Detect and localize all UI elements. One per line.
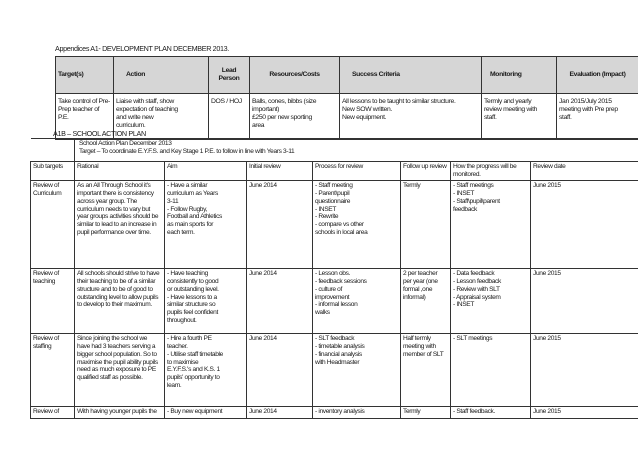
review-date-cell	[531, 333, 638, 406]
cell-line: - informal lesson	[315, 301, 358, 309]
a1-evaluation-cell	[557, 94, 638, 140]
cell-line: important)	[252, 106, 280, 113]
process-review-cell	[313, 406, 401, 418]
cell-line: June 2014	[249, 407, 277, 415]
rational-cell	[75, 180, 165, 268]
aim-cell	[165, 180, 247, 268]
header-resources-costs: Resources/Costs	[250, 57, 340, 94]
cell-line: curriculum.	[116, 122, 146, 129]
cell-line: 2 per teacher	[403, 269, 438, 277]
cell-line: DOS / HOJ	[211, 98, 242, 105]
appendix-a1b-heading: A1B – SCHOOL ACTION PLAN	[53, 129, 146, 138]
header-initial-review: Initial review	[247, 162, 313, 181]
cell-line: Curriculum	[33, 189, 62, 197]
cell-line: June 2015	[533, 181, 561, 189]
cell-line: schools in local area	[315, 229, 368, 237]
cell-line: per year (one	[403, 277, 438, 285]
cell-line: - financial analysis	[315, 350, 362, 358]
initial-review-cell	[247, 333, 313, 406]
cell-line: outstanding level to allow pupils	[77, 293, 159, 301]
cell-line: - INSET	[315, 205, 336, 213]
cell-line: Termly and yearly	[484, 98, 532, 105]
header-process-for-review: Process for review	[313, 162, 401, 181]
header-review-date: Review date	[531, 162, 638, 181]
cell-line: - Lesson feedback	[453, 277, 501, 285]
table-row	[31, 268, 638, 333]
cell-line: - Lesson obs.	[315, 269, 351, 277]
follow-up-cell	[401, 333, 451, 406]
cell-line: to maximise	[167, 358, 199, 366]
a1-lead-person-cell	[209, 94, 250, 140]
cell-line: - compare vs other	[315, 221, 364, 229]
appendix-a1-heading: Appendices A1- DEVELOPMENT PLAN DECEMBER 2013.	[55, 44, 229, 53]
cell-line: - Rewrite	[315, 213, 339, 221]
cell-line: As an All Through School it's	[77, 181, 151, 189]
cell-line: - Staff meeting	[315, 181, 353, 189]
cell-line: - culture of	[315, 285, 342, 293]
header-aim: Aim	[165, 162, 247, 181]
cell-line: June 2014	[249, 269, 277, 277]
cell-line: All lessons to be taught to similar structure.	[342, 98, 456, 105]
rational-cell	[75, 333, 165, 406]
cell-line: walks	[315, 309, 330, 317]
table-row	[31, 406, 638, 418]
development-plan-header-row	[56, 57, 638, 94]
monitoring-cell	[451, 180, 531, 268]
cell-line: - Parent\pupil	[315, 189, 350, 197]
cell-line: or outstanding level.	[167, 285, 219, 293]
cell-line: and write new	[116, 114, 154, 121]
cell-line: curriculum needs to vary but	[77, 205, 151, 213]
a1-success-criteria-cell	[340, 94, 482, 140]
cell-line: - Hire a fourth PE	[167, 334, 212, 342]
cell-line: improvement	[315, 293, 350, 301]
cell-line: - Utilise staff timetable	[167, 350, 223, 358]
school-action-plan-table	[30, 138, 638, 419]
cell-line: each term.	[167, 229, 195, 237]
cell-line: Half termly	[403, 334, 431, 342]
header-monitoring: Monitoring	[482, 57, 557, 94]
follow-up-cell	[401, 406, 451, 418]
cell-line: - Have teaching	[167, 269, 208, 277]
cell-line: informal)	[403, 293, 426, 301]
cell-line: pupil performance over time.	[77, 229, 151, 237]
cell-line: - inventory analysis	[315, 407, 365, 415]
cell-line: - Buy new equipment	[167, 407, 223, 415]
initial-review-cell	[247, 180, 313, 268]
cell-line: Prep teacher of	[58, 106, 100, 113]
cell-line: bigger school population. So to	[77, 350, 157, 358]
a1-resources-cell	[250, 94, 340, 140]
cell-line: with Headmaster	[315, 358, 360, 366]
cell-line: Review of	[33, 334, 59, 342]
cell-line: their teaching to be of a similar	[77, 277, 156, 285]
cell-line: - INSET	[453, 189, 474, 197]
cell-line: pupils' opportunity to	[167, 374, 220, 382]
cell-line: maximise the pupil ability pupils	[77, 358, 158, 366]
review-date-cell	[531, 406, 638, 418]
cell-line: Termly	[403, 407, 421, 415]
cell-line: - Staff feedback.	[453, 407, 495, 415]
cell-line: £250 per new sporting	[252, 114, 312, 121]
cell-line: to develop to their maximum.	[77, 301, 152, 309]
cell-line: as main sports for	[167, 221, 214, 229]
cell-line: - Follow Rugby,	[167, 205, 208, 213]
cell-line: Football and Athletics	[167, 213, 222, 221]
cell-line: - Data feedback	[453, 269, 495, 277]
cell-line: - Staff\pupil\parent	[453, 197, 500, 205]
cell-line: - Staff meetings	[453, 181, 494, 189]
header-progress-monitored: How the progress will be monitored.	[451, 162, 531, 181]
cell-line: staff.	[559, 114, 572, 121]
cell-line: have had 3 teachers serving a	[77, 342, 156, 350]
cell-line: formal ,one	[403, 285, 433, 293]
follow-up-cell	[401, 180, 451, 268]
rational-cell	[75, 268, 165, 333]
cell-line: Jan 2015/July 2015	[559, 98, 612, 105]
cell-line: Review of	[33, 407, 59, 415]
cell-line: - feedback sessions	[315, 277, 367, 285]
cell-line: need as much exposure to PE	[77, 366, 156, 374]
cell-line: Take control of Pre-	[58, 98, 110, 105]
cell-line: Balls, cones, bibbs (size	[252, 98, 317, 105]
cell-line: across year group. The	[77, 197, 137, 205]
cell-line: staffing	[33, 342, 52, 350]
cell-line: - SLT meetings	[453, 334, 493, 342]
header-action: Action	[114, 57, 209, 94]
follow-up-cell	[401, 268, 451, 333]
sub-target-cell	[31, 180, 75, 268]
cell-line: year groups activities should be	[77, 213, 159, 221]
cell-line: similar structure so	[167, 301, 216, 309]
monitoring-cell	[451, 333, 531, 406]
rational-cell	[75, 406, 165, 418]
cell-line: similar to lead to an increase in	[77, 221, 157, 229]
cell-line: Review of	[33, 269, 59, 277]
cell-line: - timetable analysis	[315, 342, 365, 350]
aim-cell	[165, 268, 247, 333]
a1-monitoring-cell	[482, 94, 557, 140]
cell-line: Liaise with staff, show	[116, 98, 174, 105]
cell-line: New SOW written.	[342, 106, 392, 113]
header-evaluation: Evaluation (Impact)	[557, 57, 638, 94]
header-follow-up-review: Follow up review	[401, 162, 451, 181]
monitoring-cell	[451, 268, 531, 333]
aim-cell	[165, 406, 247, 418]
cell-line: June 2015	[533, 334, 561, 342]
cell-line: June 2014	[249, 181, 277, 189]
cell-line: area	[252, 122, 265, 129]
cell-line: teaching	[33, 277, 56, 285]
cell-line: staff.	[484, 114, 497, 121]
cell-line: P.E.	[58, 114, 69, 121]
sub-target-cell	[31, 406, 75, 418]
cell-line: - Have lessons to a	[167, 293, 217, 301]
review-date-cell	[531, 180, 638, 268]
cell-line: pupils feel confident	[167, 309, 218, 317]
cell-line: All schools should strive to have	[77, 269, 160, 277]
cell-line: meeting with	[403, 342, 436, 350]
table-row	[31, 333, 638, 406]
cell-line: member of SLT	[403, 350, 444, 358]
cell-line: consistently to good	[167, 277, 219, 285]
action-plan-title-row	[31, 139, 638, 162]
header-targets: Target(s)	[56, 57, 114, 94]
aim-cell	[165, 333, 247, 406]
header-sub-targets: Sub targets	[31, 162, 75, 181]
cell-line: June 2015	[533, 407, 561, 415]
initial-review-cell	[247, 268, 313, 333]
cell-line: questionnaire	[315, 197, 351, 205]
cell-line: curriculum as Years	[167, 189, 218, 197]
cell-line: - Review with SLT	[453, 285, 500, 293]
cell-line: - SLT feedback	[315, 334, 355, 342]
cell-line: E.Y.F.S.'s and K.S. 1	[167, 366, 220, 374]
cell-line: structure and to be of good to	[77, 285, 153, 293]
table-row	[31, 180, 638, 268]
process-review-cell	[313, 333, 401, 406]
cell-line: - INSET	[453, 301, 474, 309]
action-plan-title	[75, 139, 638, 162]
cell-line: 3-11	[167, 197, 179, 205]
cell-line: Termly	[403, 181, 421, 189]
cell-line: throughout.	[167, 317, 197, 325]
cell-line: Review of	[33, 181, 59, 189]
sub-target-cell	[31, 333, 75, 406]
header-success-criteria: Success Criteria	[340, 57, 482, 94]
initial-review-cell	[247, 406, 313, 418]
review-date-cell	[531, 268, 638, 333]
cell-line: learn.	[167, 382, 182, 390]
cell-line: - Have a similar	[167, 181, 208, 189]
cell-line: teacher.	[167, 342, 188, 350]
cell-line: important there is consistency	[77, 189, 154, 197]
header-rational: Rational	[75, 162, 165, 181]
cell-line: June 2015	[533, 269, 561, 277]
cell-line: New equipment.	[342, 114, 387, 121]
cell-line: With having younger pupils the	[77, 407, 157, 415]
cell-line: review meeting with	[484, 106, 538, 113]
cell-line: meeting with Pre prep	[559, 106, 618, 113]
cell-line: School Action Plan December 2013	[79, 140, 172, 147]
header-lead-person: Lead Person	[209, 57, 250, 94]
cell-line: June 2014	[249, 334, 277, 342]
action-plan-header-row	[31, 162, 638, 181]
process-review-cell	[313, 268, 401, 333]
sub-target-cell	[31, 268, 75, 333]
development-plan-table	[55, 56, 638, 140]
cell-line: feedback	[453, 205, 477, 213]
monitoring-cell	[451, 406, 531, 418]
cell-line: Target – To coordinate E.Y.F.S. and Key Stage 1 P.E. to follow in line with Years 3-11	[79, 147, 295, 155]
cell-line: qualified staff as possible.	[77, 374, 143, 382]
cell-line: Since joining the school we	[77, 334, 148, 342]
cell-line: - Appraisal system	[453, 293, 501, 301]
process-review-cell	[313, 180, 401, 268]
cell-line: expectation of teaching	[116, 106, 178, 113]
